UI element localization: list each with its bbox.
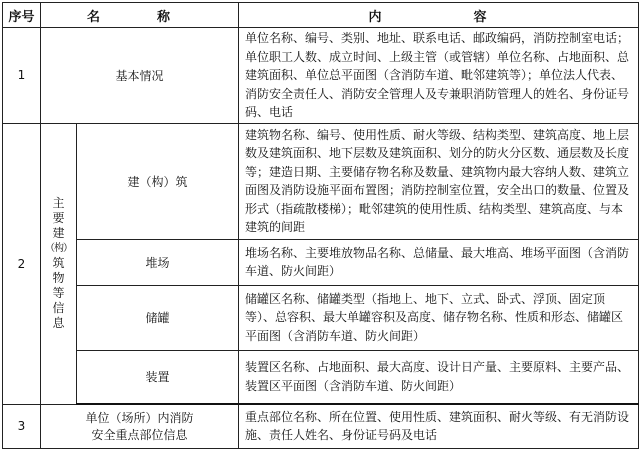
table-row (3, 350, 639, 404)
row-name-line: 安全重点部位信息 (91, 428, 188, 443)
table-row (3, 123, 639, 239)
fire-info-table (2, 2, 639, 449)
row-name (41, 404, 239, 448)
table-row (3, 28, 639, 124)
row-seq: 2 (3, 123, 41, 404)
group-label-char: 主 (52, 196, 65, 210)
group-label-char: 筑 (52, 256, 65, 270)
row-name: 基本情况 (41, 28, 239, 124)
table-row (3, 285, 639, 350)
group-label-char: 物 (52, 271, 65, 285)
sub-row-content: 建筑物名称、编号、使用性质、耐火等级、结构类型、建筑高度、地上层数及建筑面积、地下层数及建筑面积、划分的防火分区数、通层数及长度等；建造日期、主要储存物名称及数量、建筑物内最大容纳人数、建筑立面图及消防设施平面布置图；消防控制室位置，安全出口的数量、位置及形式（指疏散楼梯）；毗邻建筑的使用性质、结构类型、建筑高度、与本建筑的间距 (239, 123, 639, 239)
group-label-char: （构） (45, 243, 72, 254)
group-label-char: 信 (52, 301, 65, 315)
header-content: 内 容 (239, 3, 639, 28)
table-row (3, 239, 639, 285)
sub-row-content: 装置区名称、占地面积、最大高度、设计日产量、主要原料、主要产品、装置区平面图（含消防车道、防火间距） (239, 350, 639, 404)
sub-row-name: 装置 (77, 350, 239, 404)
group-label-char: 要 (52, 211, 65, 225)
group-label-char: 建 (52, 226, 65, 240)
row-content: 单位名称、编号、类别、地址、联系电话、邮政编码，消防控制室电话；单位职工人数、成立时间、上级主管（或管辖）单位名称、占地面积、总建筑面积、单位总平面图（含消防车道、毗邻建筑等）；单位法人代表、消防安全责任人、消防安全管理人及专兼职消防管理人的姓名、身份证号码、电话 (239, 28, 639, 124)
sub-row-name: 储罐 (77, 285, 239, 350)
header-seq: 序号 (3, 3, 41, 28)
sub-row-name: 堆场 (77, 239, 239, 285)
header-row (3, 3, 639, 28)
group-label-vertical (43, 196, 74, 331)
sub-row-content: 储罐区名称、储罐类型（指地上、地下、立式、卧式、浮顶、固定顶等）、总容积、最大单罐容积及高度、储存物名称、性质和形态、储罐区平面图（含消防车道、防火间距） (239, 285, 639, 350)
group-label-char: 息 (52, 316, 65, 330)
sub-row-content: 堆场名称、主要堆放物品名称、总储量、最大堆高、堆场平面图（含消防车道、防火间距） (239, 239, 639, 285)
row-name-line: 单位（场所）内消防 (85, 411, 194, 426)
sub-row-name: 建（构）筑 (77, 123, 239, 239)
row-seq: 1 (3, 28, 41, 124)
row-content: 重点部位名称、所在位置、使用性质、建筑面积、耐火等级、有无消防设施、责任人姓名、身份证号码及电话 (239, 404, 639, 448)
row-seq: 3 (3, 404, 41, 448)
header-name: 名 称 (41, 3, 239, 28)
table-row (3, 404, 639, 448)
group-label-char: 等 (52, 286, 65, 300)
row-group-label (41, 123, 77, 404)
